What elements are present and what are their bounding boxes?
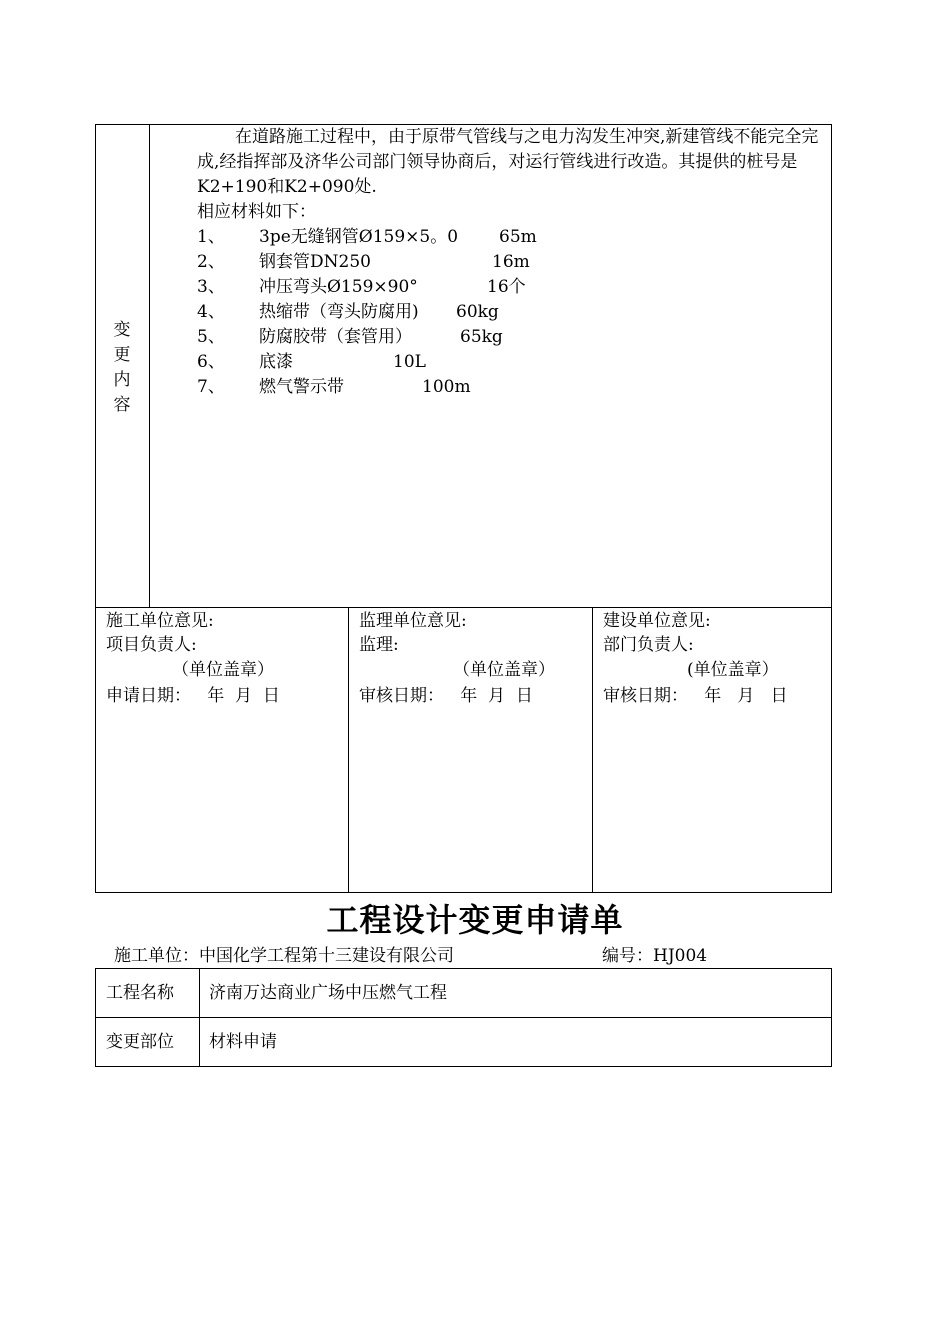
material-name: 底漆 xyxy=(259,352,293,372)
material-num: 7、 xyxy=(197,377,225,397)
contractor-label: 施工单位：中国化学工程第十三建设有限公司 xyxy=(114,946,454,966)
materials-heading: 相应材料如下： xyxy=(197,202,316,222)
supervision-opinion-heading: 监理单位意见: xyxy=(359,611,467,631)
form-title: 工程设计变更申请单 xyxy=(326,901,624,939)
document-number: 编号：HJ004 xyxy=(602,946,708,966)
project-name-value: 济南万达商业广场中压燃气工程 xyxy=(209,983,447,1003)
material-qty: 65m xyxy=(499,227,537,247)
supervision-seal: （单位盖章） xyxy=(453,660,555,680)
material-name: 防腐胶带（套管用） xyxy=(259,327,412,347)
change-part-value: 材料申请 xyxy=(209,1032,277,1052)
label-char: 内 xyxy=(113,370,131,390)
construction-date: 申请日期： 年 月 日 xyxy=(106,686,280,706)
label-column-divider xyxy=(149,124,150,608)
label-char: 容 xyxy=(113,395,131,415)
material-num: 4、 xyxy=(197,302,225,322)
change-part-label: 变更部位 xyxy=(106,1032,174,1052)
material-qty: 16m xyxy=(492,252,530,272)
material-qty: 100m xyxy=(422,377,471,397)
construction-person-label: 项目负责人: xyxy=(106,635,197,655)
material-qty: 60kg xyxy=(456,302,499,322)
material-num: 2、 xyxy=(197,252,225,272)
material-qty: 10L xyxy=(393,352,426,372)
project-name-label: 工程名称 xyxy=(106,983,174,1003)
material-num: 1、 xyxy=(197,227,225,247)
change-description: 在道路施工过程中，由于原带气管线与之电力沟发生冲突,新建管线不能完全完成,经指挥部及济华公司部门领导协商后，对运行管线进行改造。其提供的桩号是K2+190和K2+090处. xyxy=(197,127,819,197)
construction-seal: （单位盖章） xyxy=(172,660,274,680)
label-char: 变 xyxy=(113,320,131,340)
material-name: 钢套管DN250 xyxy=(259,252,371,272)
owner-date: 审核日期： 年 月 日 xyxy=(603,686,788,706)
opinion-divider xyxy=(348,607,349,893)
material-num: 5、 xyxy=(197,327,225,347)
supervision-person-label: 监理: xyxy=(359,635,399,655)
material-name: 3pe无缝钢管Ø159×5。0 xyxy=(259,227,459,247)
material-qty: 65kg xyxy=(460,327,503,347)
owner-person-label: 部门负责人: xyxy=(603,635,694,655)
column-divider xyxy=(199,968,200,1067)
owner-seal: (单位盖章） xyxy=(687,660,779,680)
material-qty: 16个 xyxy=(487,277,526,297)
label-char: 更 xyxy=(113,345,131,365)
material-num: 6、 xyxy=(197,352,225,372)
opinion-divider xyxy=(592,607,593,893)
opinions-table xyxy=(95,607,832,893)
material-num: 3、 xyxy=(197,277,225,297)
owner-opinion-heading: 建设单位意见: xyxy=(603,611,711,631)
row-divider xyxy=(95,1017,832,1018)
material-name: 冲压弯头Ø159×90° xyxy=(259,277,418,297)
material-name: 热缩带（弯头防腐用) xyxy=(259,302,419,322)
supervision-date: 审核日期： 年 月 日 xyxy=(359,686,533,706)
material-name: 燃气警示带 xyxy=(259,377,344,397)
construction-opinion-heading: 施工单位意见: xyxy=(106,611,214,631)
